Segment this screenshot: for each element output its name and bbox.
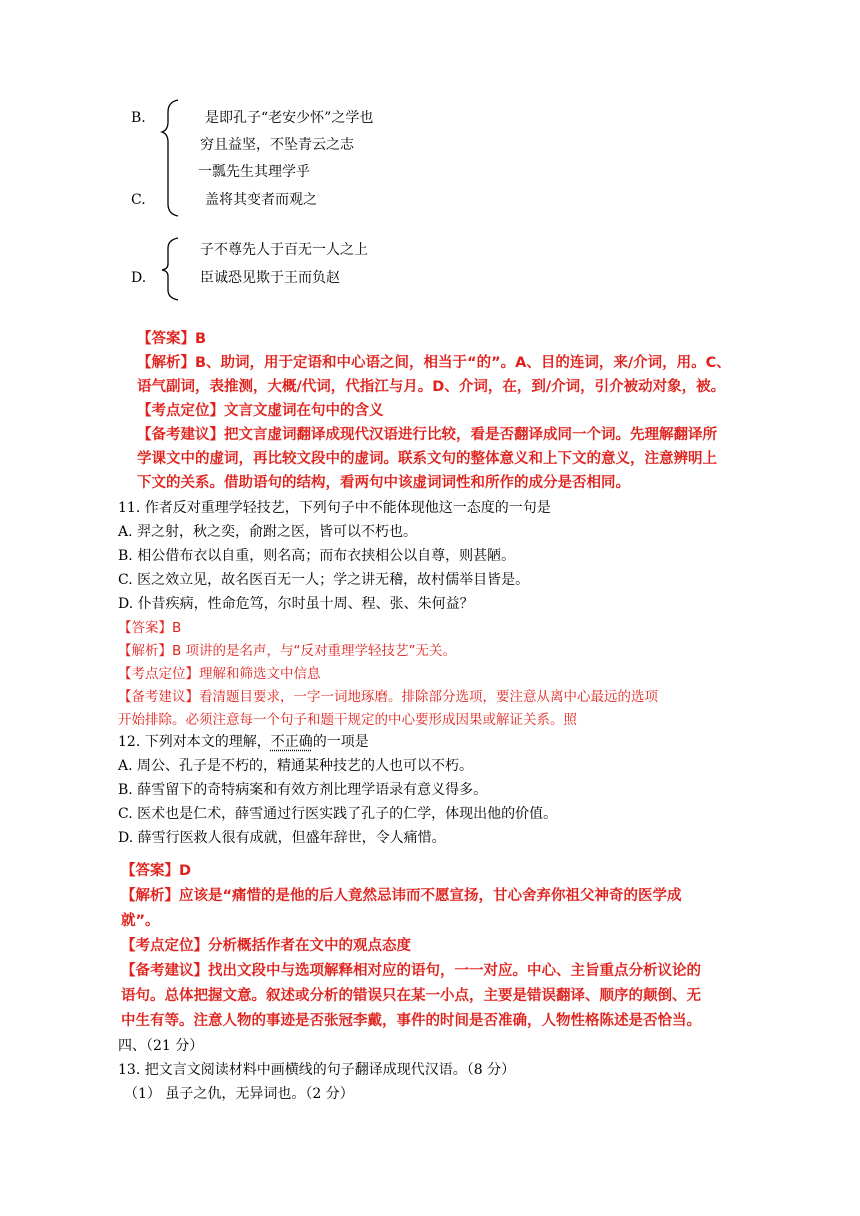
option-b-line1: 是即孔子“老安少怀”之学也 [205, 110, 374, 126]
q10-advice-3: 下文的关系。借助语句的结构，看两句中该虚词词性和所作的成分是否相同。 [137, 475, 630, 491]
q12-question-pre: 12. 下列对本文的理解， [118, 734, 271, 750]
q12-analysis-2: 就”。 [121, 913, 160, 929]
option-d-label: D. [131, 270, 147, 286]
q11-advice-2: 开始排除。必须注意每一个句子和题干规定的中心要形成因果或解证关系。照 [118, 712, 577, 728]
option-b-line2: 穷且益坚，不坠青云之志 [200, 137, 354, 153]
q12-option-b: B. 薛雪留下的奇特病案和有效方剂比理学语录有意义得多。 [118, 782, 488, 798]
q13-question: 13. 把文言文阅读材料中画横线的句子翻译成现代汉语。（8 分） [118, 1062, 516, 1078]
q12-option-d: D. 薛雪行医救人很有成就，但盛年辞世，令人痛惜。 [118, 830, 446, 846]
q12-advice-3: 中生有等。注意人物的事迹是否张冠李戴，事件的时间是否准确，人物性格陈述是否恰当。 [121, 1013, 701, 1029]
q11-answer: 【答案】B [118, 620, 182, 636]
q13-subquestion-1: （1） 虽子之仇，无异词也。（2 分） [124, 1086, 354, 1102]
option-d-line2: 臣诚恐见欺于王而负赵 [200, 270, 340, 286]
option-c-line1: 一瓢先生其理学乎 [198, 164, 310, 180]
q12-advice-1: 【备考建议】找出文段中与选项解释相对应的语句，一一对应。中心、主旨重点分析议论的 [121, 963, 701, 979]
q11-option-d: D. 仆昔疾病，性命危笃，尔时虽十周、程、张、朱何益？ [118, 596, 474, 612]
q11-option-c: C. 医之效立见，故名医百无一人；学之讲无稽，故村儒举目皆是。 [118, 572, 530, 588]
option-c-line2: 盖将其变者而观之 [205, 192, 317, 208]
q11-option-b: B. 相公借布衣以自重，则名高；而布衣挟相公以自尊，则甚陋。 [118, 548, 516, 564]
q12-option-c: C. 医术也是仁术，薛雪通过行医实践了孔子的仁学，体现出他的价值。 [118, 806, 558, 822]
section4-heading: 四、（21 分） [118, 1038, 204, 1054]
q11-advice-1: 【备考建议】看清题目要求，一字一词地琢磨。排除部分选项，要注意从离中心最远的选项 [118, 689, 658, 705]
q12-advice-2: 语句。总体把握文意。叙述或分析的错误只在某一小点，主要是错误翻译、顺序的颠倒、无 [121, 988, 701, 1004]
q12-option-a: A. 周公、孔子是不朽的，精通某种技艺的人也可以不朽。 [118, 758, 474, 774]
q11-point: 【考点定位】理解和筛选文中信息 [118, 666, 321, 682]
q11-question: 11. 作者反对重理学轻技艺，下列句子中不能体现他这一态度的一句是 [118, 500, 551, 516]
brace-d [160, 236, 184, 302]
brace-b-c [160, 98, 184, 218]
q12-answer: 【答案】D [121, 863, 192, 879]
q12-question-emphasis: 不正确 [270, 734, 313, 750]
option-d-line1: 子不尊先人于百无一人之上 [200, 242, 368, 258]
q10-advice-1: 【备考建议】把文言虚词翻译成现代汉语进行比较，看是否翻译成同一个词。先理解翻译所 [137, 427, 717, 443]
q11-analysis: 【解析】B 项讲的是名声，与“反对重理学轻技艺”无关。 [118, 643, 457, 659]
q10-analysis-2: 语气副词，表推测，大概/代词，代指江与月。D、介词，在，到/介词，引介被动对象，被。 [137, 379, 726, 395]
q12-analysis-1: 【解析】应该是“痛惜的是他的后人竟然忌讳而不愿宣扬，甘心舍弃你祖父神奇的医学成 [121, 888, 682, 904]
q11-option-a: A. 羿之射，秋之奕，俞跗之医，皆可以不朽也。 [118, 524, 418, 540]
q12-question-post: 的一项是 [312, 734, 369, 750]
option-c-label: C. [131, 192, 146, 208]
q10-analysis-1: 【解析】B、助词，用于定语和中心语之间，相当于“的”。A、目的连词，来/介词，用。C、 [137, 355, 731, 371]
q12-question [118, 732, 369, 752]
q10-advice-2: 学课文中的虚词，再比较文段中的虚词。联系文句的整体意义和上下文的意义，注意辨明上 [137, 451, 717, 467]
q10-answer: 【答案】B [137, 331, 207, 347]
q10-point: 【考点定位】文言文虚词在句中的含义 [137, 403, 384, 419]
option-b-label: B. [131, 110, 146, 126]
q12-point: 【考点定位】分析概括作者在文中的观点态度 [121, 938, 411, 954]
